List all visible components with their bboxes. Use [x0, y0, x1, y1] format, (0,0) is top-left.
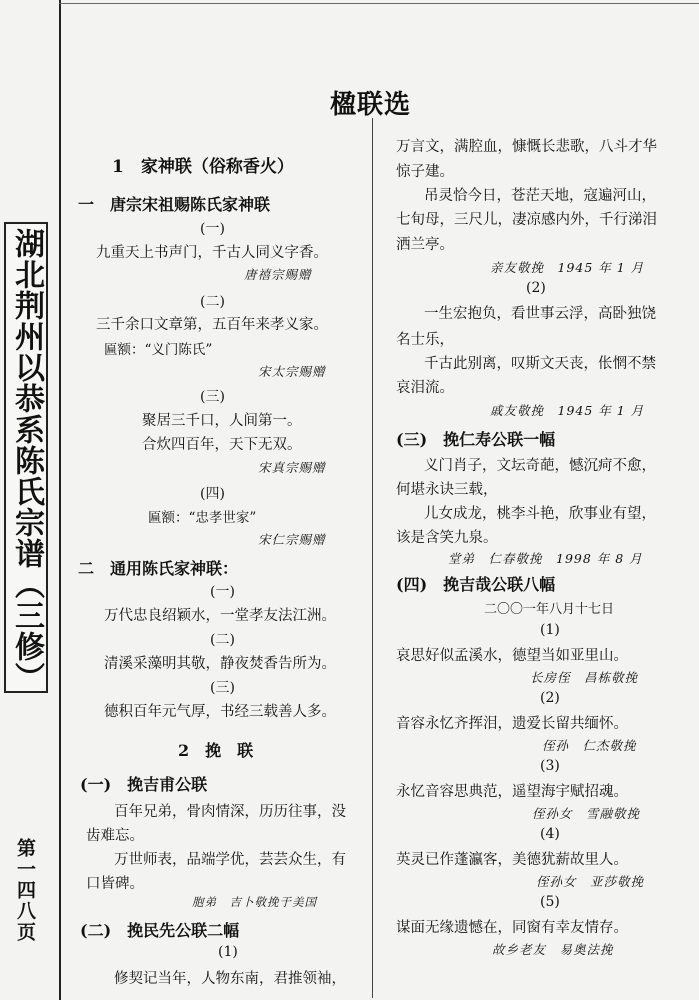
couplet-number: (4) [540, 826, 560, 842]
couplet-number: (二) [200, 294, 225, 310]
subsection-heading: (一) 挽吉甫公联 [80, 775, 208, 794]
couplet-number: (2) [526, 280, 546, 296]
couplet-line: 合炊四百年，天下无双。 [142, 437, 302, 453]
section-heading: 2 挽 联 [178, 741, 254, 760]
subsection-heading: 一 唐宗宋祖赐陈氏家神联 [78, 195, 271, 214]
text-line: 口皆碑。 [86, 876, 144, 892]
couplet-signature: 亲友敬挽 1945 年 1 月 [490, 260, 645, 275]
couplet-plaque: 匾额：“忠孝世家” [148, 510, 257, 526]
date-line: 二〇〇一年八月十七日 [484, 602, 615, 617]
text-line: 万言文，满腔血，慷慨长悲歌，八斗才华 [396, 139, 657, 155]
couplet-number: (1) [540, 622, 560, 638]
couplet-signature: 长房侄 昌栋敬挽 [530, 670, 639, 685]
couplet-line: 音容永忆齐挥泪，遗爱长留共缅怀。 [396, 716, 628, 732]
couplet-number: (三) [200, 389, 225, 405]
page-number: 第一四八页 [14, 838, 36, 943]
couplet-signature: 唐禧宗赐赠 [244, 267, 312, 282]
couplet-line: 德积百年元气厚，书经三载善人多。 [104, 704, 336, 720]
text-line: 义门肖子，文坛奇葩，憾沉疴不愈， [424, 458, 656, 474]
couplet-signature: 宋仁宗赐赠 [258, 532, 326, 547]
text-line: 修契记当年，人物东南，君推领袖， [114, 971, 346, 987]
subsection-heading: (三) 挽仁寿公联一幅 [396, 430, 556, 449]
text-line: 齿难忘。 [86, 828, 144, 844]
couplet-signature: 侄孙女 亚莎敬挽 [536, 874, 645, 889]
couplet-plaque: 匾额：“义门陈氏” [104, 342, 213, 358]
section-heading: 1 家神联（俗称香火） [112, 157, 294, 177]
side-title: 湖北荆州以恭系陈氏宗谱（三修） [9, 228, 44, 693]
subsection-heading: (二) 挽民先公联二幅 [80, 921, 240, 940]
couplet-signature: 故乡老友 易奥法挽 [492, 942, 614, 957]
text-line: 千古此别离，叹斯文天丧，伥惘不禁 [424, 356, 656, 372]
couplet-signature: 宋真宗赐赠 [258, 460, 326, 475]
couplet-signature: 戚友敬挽 1945 年 1 月 [490, 403, 645, 418]
page-border-left [59, 0, 61, 1000]
text-line: 哀泪流。 [396, 380, 454, 396]
couplet-signature: 侄孙 仁杰敬挽 [542, 738, 637, 753]
text-line: 何堪永诀三载， [396, 482, 498, 498]
couplet-number: (2) [540, 690, 560, 706]
text-line: 百年兄弟，骨肉情深，历历往事，没 [114, 804, 346, 820]
couplet-line: 永忆音容思典范，遥望海宇赋招魂。 [396, 784, 628, 800]
subsection-heading: 二 通用陈氏家神联： [78, 559, 239, 578]
page-border-top [59, 3, 699, 4]
couplet-line: 九重天上书声门，千古人同义字香。 [96, 245, 328, 261]
couplet-number: (1) [218, 944, 238, 960]
couplet-number: (3) [540, 758, 560, 774]
couplet-line: 清溪采藻明其敬，静夜焚香告所为。 [104, 656, 336, 672]
couplet-line: 万代忠良绍颖水，一堂孝友法江洲。 [104, 608, 336, 624]
subsection-heading: (四) 挽吉哉公联八幅 [396, 575, 556, 594]
text-line: 该是含笑九泉。 [396, 530, 498, 546]
text-line: 儿女成龙，桃李斗艳，欣事业有望， [424, 506, 656, 522]
couplet-line: 谋面无缘遗憾在，同窗有幸友情存。 [396, 920, 628, 936]
couplet-line: 三千余口文章第，五百年来孝义家。 [96, 317, 328, 333]
couplet-signature: 侄孙女 雪融敬挽 [532, 806, 641, 821]
couplet-number: (二) [210, 632, 235, 648]
text-line: 万世师表，品端学优，芸芸众生，有 [114, 852, 346, 868]
column-divider [372, 118, 373, 998]
text-line: 七旬母，三尺儿，凄凉感内外，千行涕泪 [396, 212, 657, 228]
text-line: 名士乐， [396, 332, 454, 348]
couplet-number: (三) [210, 680, 235, 696]
couplet-line: 聚居三千口，人间第一。 [142, 413, 302, 429]
page-title: 楹联选 [330, 90, 412, 120]
text-line: 洒兰亭。 [396, 237, 454, 253]
text-line: 吊灵恰今日，苍茫天地，寇遍河山， [424, 188, 656, 204]
couplet-number: (5) [540, 894, 560, 910]
text-line: 惊子建。 [396, 164, 454, 180]
couplet-number: (一) [210, 584, 235, 600]
couplet-line: 英灵已作蓬瀛客，美德犹薪故里人。 [396, 852, 628, 868]
couplet-signature: 堂弟 仁春敬挽 1998 年 8 月 [448, 551, 643, 566]
couplet-signature: 宋太宗赐赠 [258, 364, 326, 379]
text-line: 一生宏抱负，看世事云浮，高卧独饶 [424, 306, 656, 322]
couplet-number: (四) [200, 486, 225, 502]
couplet-line: 哀思好似孟溪水，德望当如亚里山。 [396, 648, 628, 664]
couplet-number: (一) [200, 221, 225, 237]
side-title-box [4, 222, 48, 693]
couplet-signature: 胞弟 吉卜敬挽于美国 [192, 895, 317, 909]
